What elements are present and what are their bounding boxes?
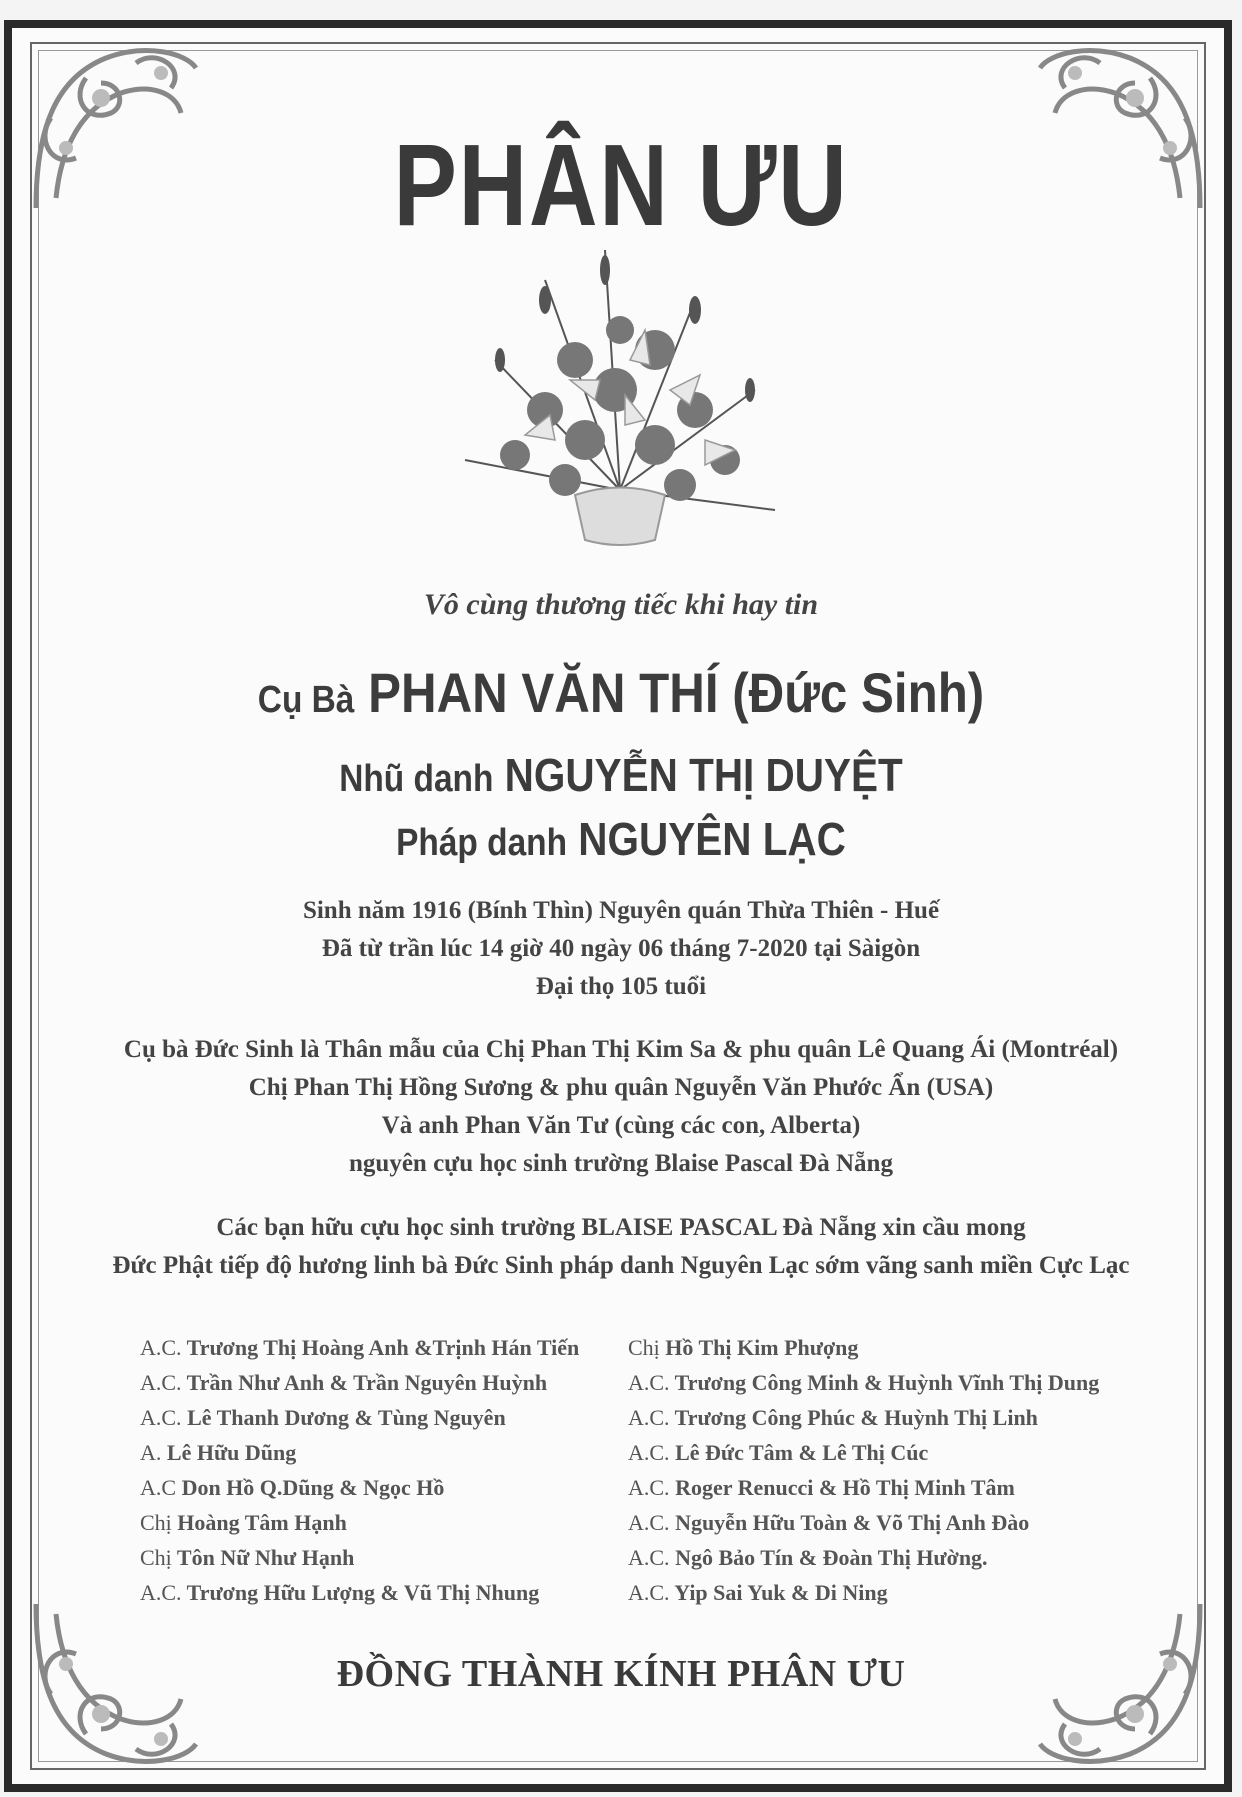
maiden-main: NGUYỄN THỊ DUYỆT — [504, 749, 903, 801]
life-details — [0, 892, 1242, 1006]
signer-item: A.C. Trương Công Phúc & Huỳnh Thị Linh — [628, 1405, 1038, 1430]
family-details — [0, 1031, 1242, 1183]
dharma-name — [75, 812, 1168, 866]
prayer-line: Các bạn hữu cựu học sinh trường BLAISE PASCAL Đà Nẵng xin cầu mong — [216, 1214, 1026, 1241]
closing-text: ĐỒNG THÀNH KÍNH PHÂN ƯU — [336, 1653, 906, 1695]
signer-item: A.C Don Hồ Q.Dũng & Ngọc Hồ — [140, 1475, 445, 1500]
signer-item: A.C. Lê Thanh Dương & Tùng Nguyên — [140, 1405, 506, 1430]
signer-item: A.C. Trương Hữu Lượng & Vũ Thị Nhung — [140, 1580, 540, 1605]
family-line: Cụ bà Đức Sinh là Thân mẫu của Chị Phan Thị Kim Sa & phu quân Lê Quang Ái (Montréal) — [123, 1036, 1119, 1063]
signer-item: A.C. Yip Sai Yuk & Di Ning — [628, 1580, 888, 1605]
family-line: nguyên cựu học sinh trường Blaise Pascal Đà Nẵng — [349, 1150, 893, 1177]
death-line: Đã từ trần lúc 14 giờ 40 ngày 06 tháng 7-2020 tại Sàigòn — [321, 935, 921, 962]
prayer-text — [0, 1209, 1242, 1285]
signer-item: Chị Hoàng Tâm Hạnh — [140, 1510, 347, 1535]
deceased-name — [75, 660, 1168, 725]
name-prefix: Cụ Bà — [257, 679, 355, 721]
family-line: Chị Phan Thị Hồng Sương & phu quân Nguyễn Văn Phước Ẩn (USA) — [248, 1074, 994, 1101]
signers-right-column — [628, 1330, 1099, 1610]
signer-item: A. Lê Hữu Dũng — [140, 1440, 297, 1465]
birth-line: Sinh năm 1916 (Bính Thìn) Nguyên quán Thừa Thiên - Huế — [302, 897, 940, 924]
signer-item: Chị Tôn Nữ Như Hạnh — [140, 1545, 355, 1570]
signer-item: A.C. Trương Công Minh & Huỳnh Vĩnh Thị Dung — [628, 1370, 1100, 1395]
signer-item: A.C. Roger Renucci & Hồ Thị Minh Tâm — [628, 1475, 1015, 1500]
signer-item: A.C. Trần Như Anh & Trần Nguyên Huỳnh — [140, 1370, 548, 1395]
signer-item: A.C. Trương Thị Hoàng Anh &Trịnh Hán Tiến — [140, 1335, 580, 1360]
signer-item: Chị Hồ Thị Kim Phượng — [628, 1335, 859, 1360]
page-title: PHÂN ƯU — [393, 120, 849, 250]
signer-item: A.C. Nguyễn Hữu Toàn & Võ Thị Anh Đào — [628, 1510, 1030, 1535]
maiden-name — [75, 748, 1168, 802]
age-line: Đại thọ 105 tuổi — [535, 973, 707, 1000]
flower-arrangement-image — [455, 240, 785, 580]
dharma-main: NGUYÊN LẠC — [578, 813, 846, 865]
intro-text: Vô cùng thương tiếc khi hay tin — [423, 588, 819, 621]
prayer-line: Đức Phật tiếp độ hương linh bà Đức Sinh pháp danh Nguyên Lạc sớm vãng sanh miền Cực Lạc — [112, 1252, 1130, 1279]
dharma-prefix: Pháp danh — [396, 822, 568, 864]
signer-item: A.C. Ngô Bảo Tín & Đoàn Thị Hường. — [628, 1545, 988, 1570]
family-line: Và anh Phan Văn Tư (cùng các con, Alberta) — [381, 1112, 861, 1139]
maiden-prefix: Nhũ danh — [339, 758, 494, 800]
signers-left-column — [140, 1330, 579, 1610]
signer-item: A.C. Lê Đức Tâm & Lê Thị Cúc — [628, 1440, 929, 1465]
name-main: PHAN VĂN THÍ (Đức Sinh) — [368, 661, 985, 724]
